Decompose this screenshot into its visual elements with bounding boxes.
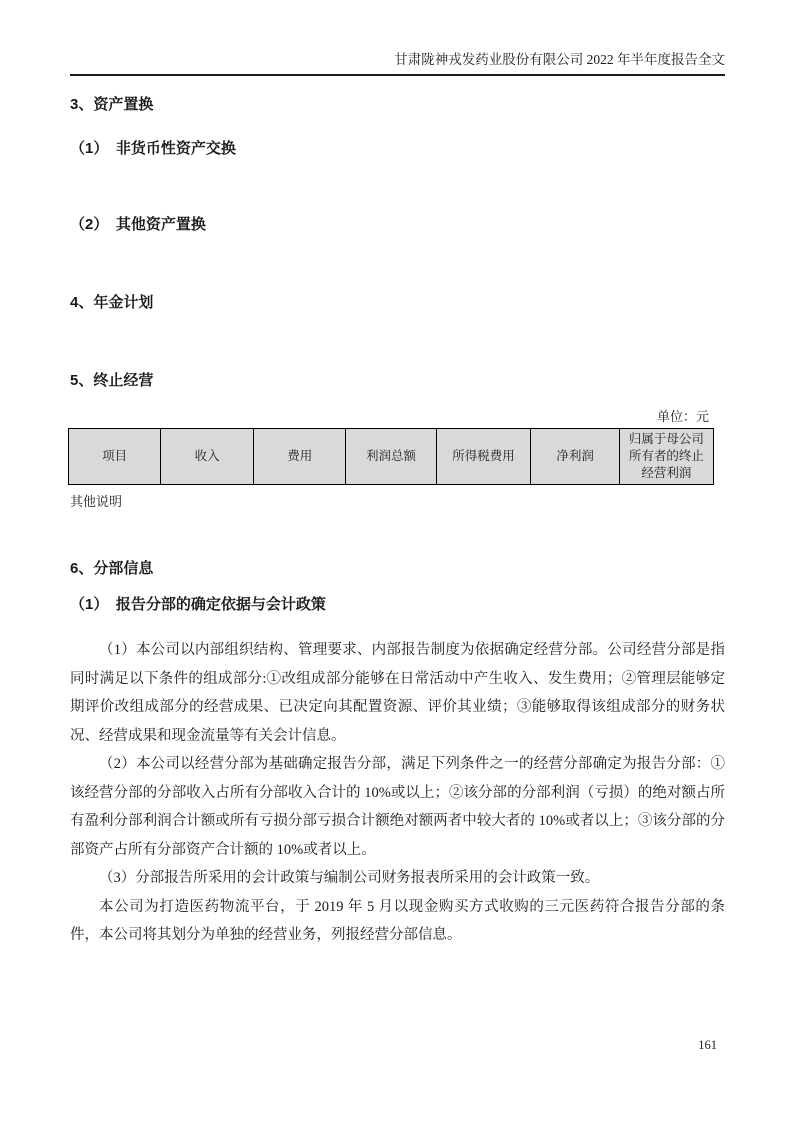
header-rule [70, 74, 725, 76]
subsection-heading-segment-basis: （1） 报告分部的确定依据与会计政策 [70, 596, 326, 613]
section-heading-annuity-plan: 4、年金计划 [70, 294, 154, 311]
section-heading-asset-swap: 3、资产置换 [70, 96, 154, 113]
report-title: 甘肃陇神戎发药业股份有限公司 2022 年半年度报告全文 [394, 52, 725, 67]
paragraph-logistics-platform: 本公司为打造医药物流平台，于 2019 年 5 月以现金购买方式收购的三元医药符合报告分部的条件，本公司将其划分为单独的经营业务，列报经营分部信息。 [70, 898, 725, 943]
table-header-expense: 费用 [254, 429, 346, 485]
table-header-row [69, 429, 714, 485]
section-heading-segment-info: 6、分部信息 [70, 560, 154, 577]
other-note: 其他说明 [70, 494, 123, 509]
page-number: 161 [698, 1038, 717, 1052]
paragraph-segment-definition: （1）本公司以内部组织结构、管理要求、内部报告制度为依据确定经营分部。公司经营分部是指同时满足以下条件的组成部分:①改组成部分能够在日常活动中产生收入、发生费用；②管理层能够定期评价改组成部分的经营成果、已决定向其配置资源、评价其业绩；③能够取得该组成部分的财务状况、经营成果和现金流量等有关会计信息。 [70, 642, 725, 744]
paragraph-accounting-policy-consistency: （3）分部报告所采用的会计政策与编制公司财务报表所采用的会计政策一致。 [99, 870, 600, 886]
segment-info-body [70, 636, 725, 950]
subsection-heading-nonmonetary-exchange: （1） 非货币性资产交换 [70, 140, 236, 157]
table-header-total-profit: 利润总额 [346, 429, 436, 485]
table-header-item: 项目 [69, 429, 161, 485]
paragraph-reporting-segment-criteria: （2）本公司以经营分部为基础确定报告分部，满足下列条件之一的经营分部确定为报告分部：①该经营分部的分部收入占所有分部收入合计的 10%或以上；②该分部的分部利润（亏损）的绝对额占所有盈利分部利润合计额或所有亏损分部亏损合计额绝对额两者中较大者的 10%或者以上；③该分部的分部资产占所有分部资产合计额的 10%或者以上。 [70, 756, 725, 858]
table-header-revenue: 收入 [161, 429, 254, 485]
discontinued-operations-table [68, 428, 714, 485]
table-header-net-profit: 净利润 [531, 429, 619, 485]
table-header-parent-discontinued-profit: 归属于母公司所有者的终止经营利润 [619, 429, 713, 485]
table-header-income-tax: 所得税费用 [436, 429, 531, 485]
page-header [70, 52, 725, 74]
unit-label: 单位：元 [656, 409, 709, 424]
subsection-heading-other-asset-swap: （2） 其他资产置换 [70, 216, 206, 233]
section-heading-discontinued-operations: 5、终止经营 [70, 372, 154, 389]
